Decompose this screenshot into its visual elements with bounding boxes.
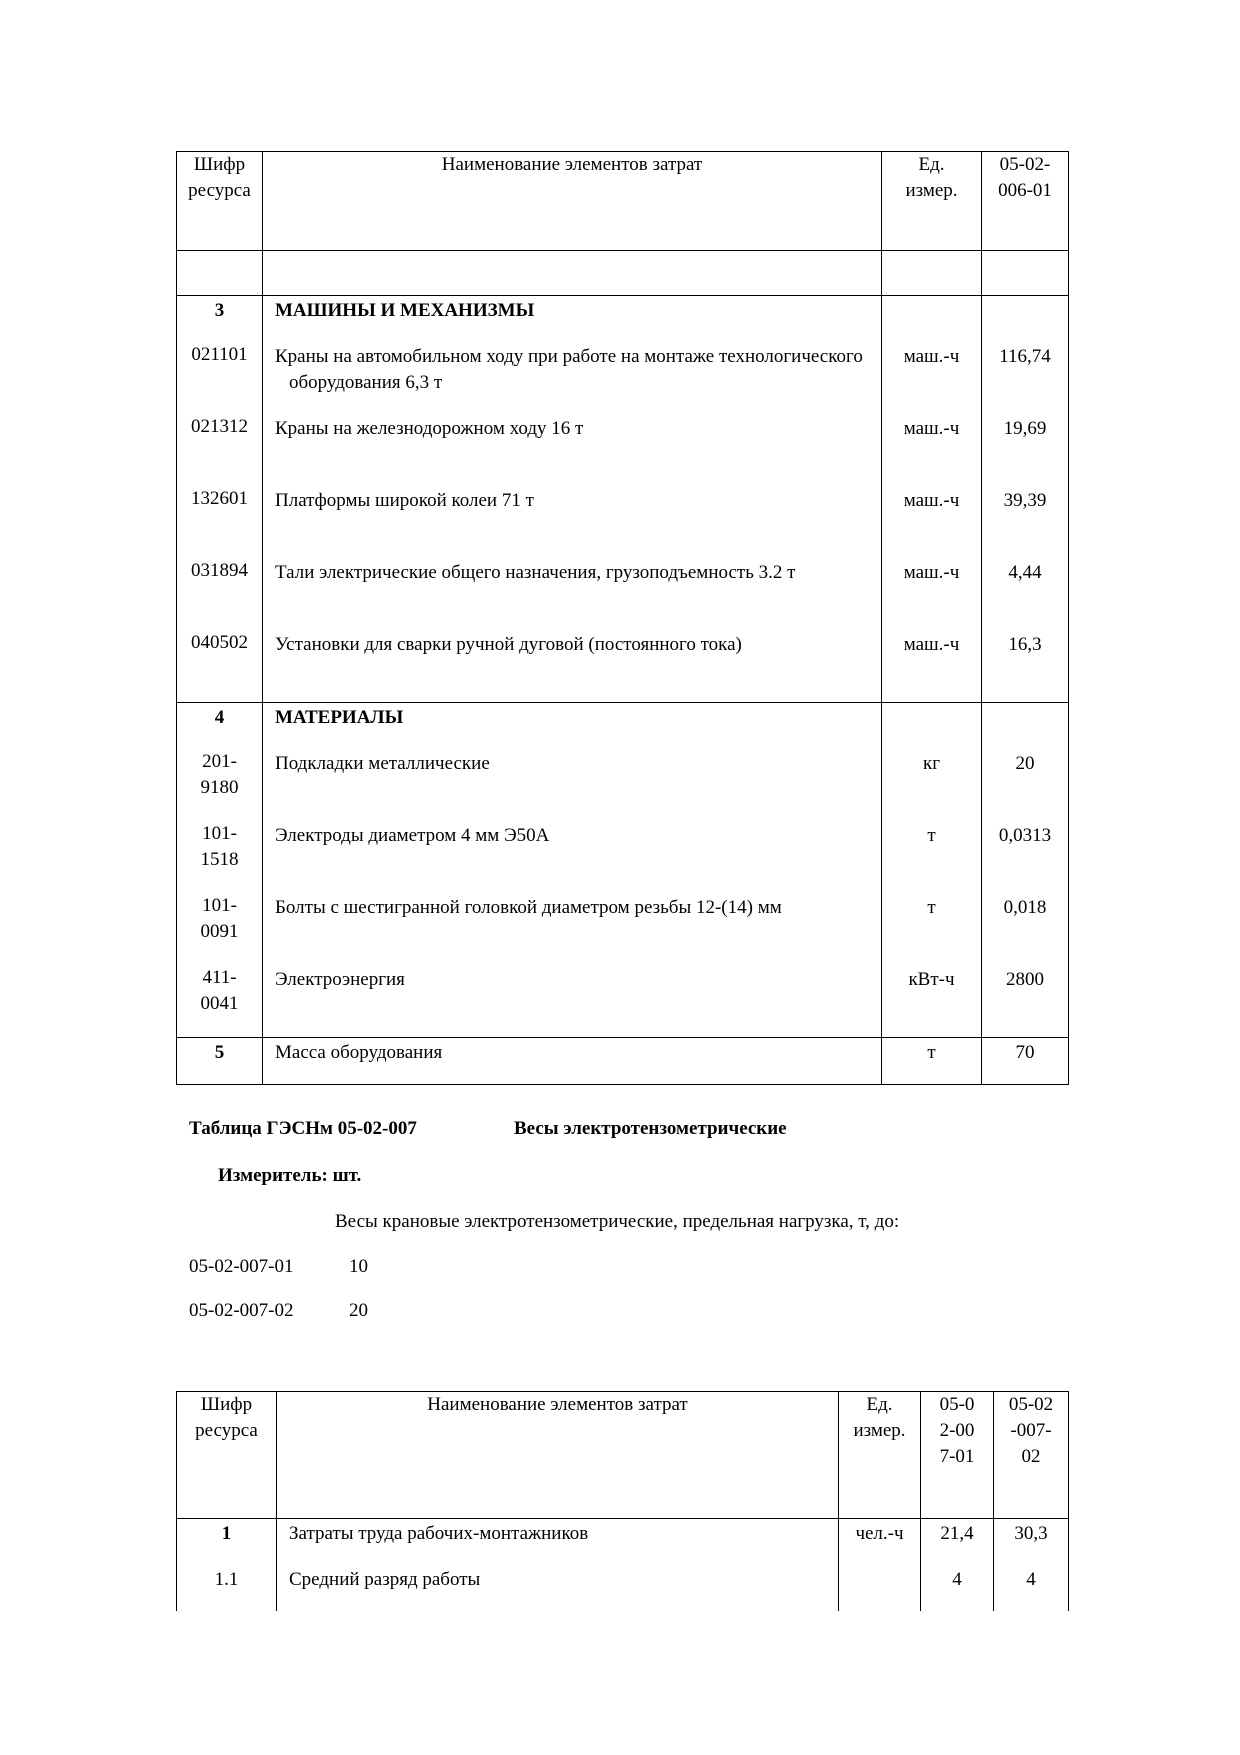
row-value: 70 [982,1038,1069,1085]
section-title: МАТЕРИАЛЫ [263,703,882,750]
row-name: Болты с шестигранной головкой диаметром резьбы 12-(14) мм [263,893,882,965]
row-code: 1.1 [177,1565,277,1611]
row-value-1: 4 [921,1565,994,1611]
row-value: 0,0313 [982,821,1069,893]
header-col1: 05-02-007-01 [921,1392,994,1519]
variant-value: 10 [349,1256,368,1277]
section-number: 3 [177,296,263,343]
row-code: 101-0091 [177,893,263,965]
row-unit [839,1565,921,1611]
row-name: Электроды диаметром 4 мм Э50А [263,821,882,893]
table-title: Таблица ГЭСНм 05-02-007 [189,1118,417,1139]
row-name: Средний разряд работы [277,1565,839,1611]
section-title: МАШИНЫ И МЕХАНИЗМЫ [263,296,882,343]
table-row [177,630,1069,703]
header-name: Наименование элементов затрат [277,1392,839,1519]
table-header-row [177,152,1069,251]
row-unit: кг [882,749,982,821]
row-name: Краны на железнодорожном ходу 16 т [263,414,882,486]
row-code: 201-9180 [177,749,263,821]
header-value: 05-02-006-01 [982,152,1069,251]
row-unit: маш.-ч [882,630,982,703]
row-value: 2800 [982,965,1069,1038]
row-value: 39,39 [982,486,1069,558]
row-value-2: 30,3 [994,1519,1069,1566]
table-row [177,1565,1069,1611]
row-unit: чел.-ч [839,1519,921,1566]
variant-code: 05-02-007-02 [189,1300,294,1321]
row-code: 021312 [177,414,263,486]
row-code: 031894 [177,558,263,630]
table-row [177,749,1069,821]
row-unit: маш.-ч [882,558,982,630]
table-row [177,414,1069,486]
resource-table-05-02-006 [176,151,1069,1085]
row-name: Установки для сварки ручной дуговой (постоянного тока) [263,630,882,703]
variant-value: 20 [349,1300,368,1321]
row-unit: маш.-ч [882,342,982,414]
header-col2: 05-02-007-02 [994,1392,1069,1519]
table-row [177,1519,1069,1566]
row-name: Подкладки металлические [263,749,882,821]
description: Весы крановые электротензометрические, предельная нагрузка, т, до: [335,1211,900,1232]
header-name: Наименование элементов затрат [263,152,882,251]
row-value: 16,3 [982,630,1069,703]
table-name: Весы электротензометрические [514,1118,787,1139]
row-unit: маш.-ч [882,414,982,486]
table-row [177,821,1069,893]
table-row [177,342,1069,414]
row-name: Электроэнергия [263,965,882,1038]
row-value: 4,44 [982,558,1069,630]
section-number: 4 [177,703,263,750]
row-value-1: 21,4 [921,1519,994,1566]
row-unit: т [882,893,982,965]
header-code: Шифр ресурса [177,152,263,251]
row-name: Платформы широкой колеи 71 т [263,486,882,558]
row-code: 021101 [177,342,263,414]
table-row [177,486,1069,558]
mass-row [177,1038,1069,1085]
resource-table-05-02-007 [176,1391,1069,1611]
table-header-row [177,1392,1069,1519]
meter-label: Измеритель: шт. [218,1165,362,1186]
section-row-materials [177,703,1069,750]
row-value: 19,69 [982,414,1069,486]
table-row [177,558,1069,630]
variant-code: 05-02-007-01 [189,1256,294,1277]
table-row [177,893,1069,965]
section-row-machines [177,296,1069,343]
header-unit: Ед. измер. [882,152,982,251]
row-name: Масса оборудования [263,1038,882,1085]
row-value: 0,018 [982,893,1069,965]
row-name: Тали электрические общего назначения, грузоподъемность 3.2 т [263,558,882,630]
row-code: 040502 [177,630,263,703]
row-value: 116,74 [982,342,1069,414]
row-code: 411-0041 [177,965,263,1038]
header-code: Шифр ресурса [177,1392,277,1519]
row-value: 20 [982,749,1069,821]
row-name: Краны на автомобильном ходу при работе на монтаже технологического оборудования 6,3 т [263,342,882,414]
section-number: 5 [177,1038,263,1085]
row-unit: маш.-ч [882,486,982,558]
row-unit: т [882,821,982,893]
row-name: Затраты труда рабочих-монтажников [277,1519,839,1566]
header-unit: Ед. измер. [839,1392,921,1519]
row-unit: кВт-ч [882,965,982,1038]
table-blank-row [177,251,1069,296]
row-code: 132601 [177,486,263,558]
table-row [177,965,1069,1038]
row-unit: т [882,1038,982,1085]
row-code: 1 [177,1519,277,1566]
row-value-2: 4 [994,1565,1069,1611]
row-code: 101-1518 [177,821,263,893]
